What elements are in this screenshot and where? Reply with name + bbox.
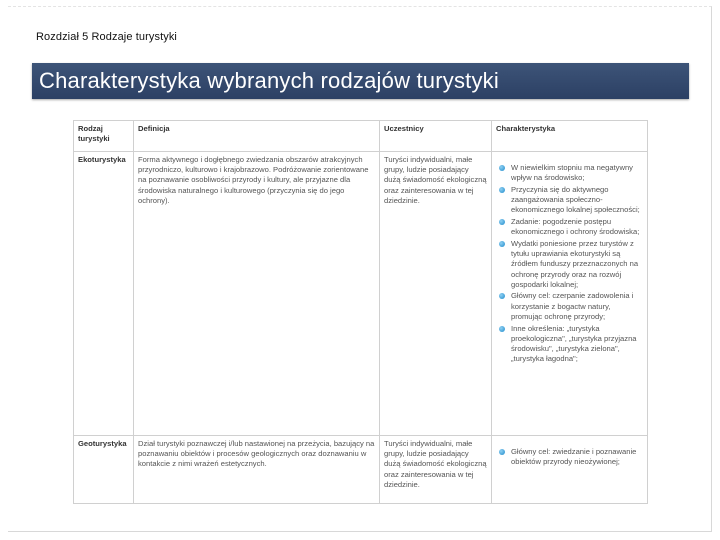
row-participants: Turyści indywidualni, małe grupy, ludzie posiadający dużą świadomość ekologiczną oraz zainteresowania w tej dziedzinie.	[380, 152, 492, 436]
row-characteristics	[492, 152, 648, 436]
table-row	[74, 436, 648, 504]
list-item: Wydatki poniesione przez turystów z tytułu uprawiania ekoturystyki są źródłem funduszy przeznaczonych na ochronę przyrody oraz na rozwój gospodarki lokalnej;	[496, 239, 643, 290]
list-item: Główny cel: czerpanie zadowolenia i korzystanie z bogactw natury, promując ochronę przyrody;	[496, 291, 643, 322]
row-characteristics	[492, 436, 648, 504]
slide-title: Charakterystyka wybranych rodzajów turystyki	[39, 68, 499, 93]
characteristics-list	[496, 447, 643, 467]
header-type: Rodzaj turystyki	[74, 121, 134, 152]
table-row	[74, 152, 648, 436]
list-item: Inne określenia: „turystyka proekologiczna", „turystyka przyjazna środowisku", „turystyka zielona", „turystyka łagodna";	[496, 324, 643, 365]
header-participants: Uczestnicy	[380, 121, 492, 152]
list-item: Przyczynia się do aktywnego zaangażowania społeczno-ekonomicznego lokalnej społeczności;	[496, 185, 643, 216]
row-type-name: Ekoturystyka	[74, 152, 134, 436]
header-definition: Definicja	[134, 121, 380, 152]
table-header-row	[74, 121, 648, 152]
tourism-table	[73, 120, 648, 504]
list-item: Zadanie: pogodzenie postępu ekonomicznego i ochrony środowiska;	[496, 217, 643, 237]
chapter-label: Rozdział 5 Rodzaje turystyki	[36, 31, 177, 43]
row-type-name: Geoturystyka	[74, 436, 134, 504]
row-definition: Dział turystyki poznawczej i/lub nastawionej na przeżycia, bazujący na poznawaniu obiektów i procesów geologicznych oraz doznawaniu w kontakcie z nimi wrażeń estetycznych.	[134, 436, 380, 504]
title-bar	[32, 63, 689, 99]
row-definition: Forma aktywnego i dogłębnego zwiedzania obszarów atrakcyjnych przyrodniczo, kulturowo i krajobrazowo. Podróżowanie zorientowane na poznawanie osobliwości przyrody i kultury, ale przyjazne dla środowiska naturalnego i kulturowego (przyczynia się do jego ochrony).	[134, 152, 380, 436]
row-participants: Turyści indywidualni, małe grupy, ludzie posiadający dużą świadomość ekologiczną oraz zainteresowania w tej dziedzinie.	[380, 436, 492, 504]
header-characteristics: Charakterystyka	[492, 121, 648, 152]
characteristics-list	[496, 163, 643, 364]
list-item: W niewielkim stopniu ma negatywny wpływ na środowisko;	[496, 163, 643, 183]
list-item: Główny cel: zwiedzanie i poznawanie obiektów przyrody nieożywionej;	[496, 447, 643, 467]
